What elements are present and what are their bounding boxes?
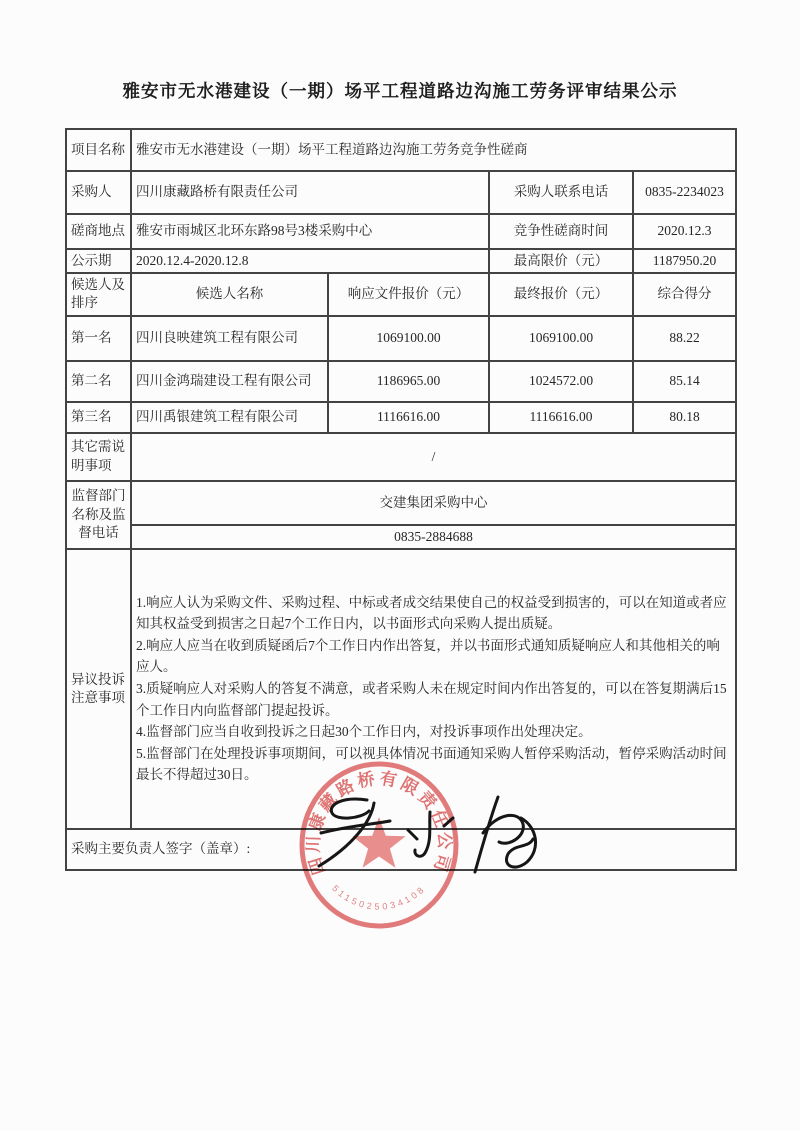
supervision-phone-row xyxy=(66,525,736,549)
svg-text:5115025034108 xyxy=(330,883,428,912)
final-bid-cell: 1069100.00 xyxy=(489,316,633,361)
rank-cell: 第一名 xyxy=(66,316,131,361)
table-row xyxy=(66,171,736,214)
max-price-value: 1187950.20 xyxy=(633,249,736,273)
bid-cell: 1116616.00 xyxy=(328,402,489,433)
negotiation-time-label: 竞争性磋商时间 xyxy=(489,214,633,249)
negotiation-time-value: 2020.12.3 xyxy=(633,214,736,249)
candidate-row-3 xyxy=(66,402,736,433)
candidate-name-cell: 四川金鸿瑞建设工程有限公司 xyxy=(131,361,328,402)
table-row xyxy=(66,214,736,249)
rank-cell: 第三名 xyxy=(66,402,131,433)
col-header-score: 综合得分 xyxy=(633,273,736,315)
appeal-item-2: 2.响应人应当在收到质疑函后7个工作日内作出答复，并以书面形式通知质疑响应人和其他相关的响应人。 xyxy=(136,637,720,675)
signature-label: 采购主要负责人签字（盖章）: xyxy=(66,829,736,870)
candidate-row-2 xyxy=(66,361,736,402)
final-bid-cell: 1024572.00 xyxy=(489,361,633,402)
appeal-label: 异议投诉注意事项 xyxy=(66,549,131,829)
candidate-row-1 xyxy=(66,316,736,361)
col-header-rank: 候选人及排序 xyxy=(66,273,131,315)
appeal-item-4: 4.监督部门应当自收到投诉之日起30个工作日内，对投诉事项作出处理决定。 xyxy=(136,724,592,740)
handwritten-signature xyxy=(312,792,552,884)
col-header-final: 最终报价（元） xyxy=(489,273,633,315)
page-title: 雅安市无水港建设（一期）场平工程道路边沟施工劳务评审结果公示 xyxy=(122,81,678,101)
other-notes-value: / xyxy=(131,433,736,481)
candidate-name-cell: 四川良映建筑工程有限公司 xyxy=(131,316,328,361)
score-cell: 85.14 xyxy=(633,361,736,402)
other-notes-row xyxy=(66,433,736,481)
appeal-item-3: 3.质疑响应人对采购人的答复不满意，或者采购人未在规定时间内作出答复的，可以在答复期满后15个工作日内向监督部门提起投诉。 xyxy=(136,681,727,718)
table-row xyxy=(66,249,736,273)
purchaser-value: 四川康藏路桥有限责任公司 xyxy=(131,171,489,214)
col-header-name: 候选人名称 xyxy=(131,273,328,315)
supervision-phone: 0835-2884688 xyxy=(131,525,736,549)
supervision-label: 监督部门名称及监督电话 xyxy=(66,481,131,549)
purchaser-phone-label: 采购人联系电话 xyxy=(489,171,633,214)
candidates-header-row xyxy=(66,273,736,315)
appeal-item-5: 5.监督部门在处理投诉事项期间，可以视具体情况书面通知采购人暂停采购活动，暂停采购活动时间最长不得超过30日。 xyxy=(136,745,727,783)
appeal-item-1: 1.响应人认为采购文件、采购过程、中标或者成交结果使自己的权益受到损害的，可以在知道或者应知其权益受到损害之日起7个工作日内，以书面形式向采购人提出质疑。 xyxy=(136,594,727,632)
other-notes-label: 其它需说明事项 xyxy=(66,433,131,481)
project-name-value: 雅安市无水港建设（一期）场平工程道路边沟施工劳务竞争性磋商 xyxy=(131,129,736,171)
project-name-label: 项目名称 xyxy=(66,129,131,171)
candidate-name-cell: 四川禹银建筑工程有限公司 xyxy=(131,402,328,433)
rank-cell: 第二名 xyxy=(66,361,131,402)
final-bid-cell: 1116616.00 xyxy=(489,402,633,433)
score-cell: 88.22 xyxy=(633,316,736,361)
publicity-period-value: 2020.12.4-2020.12.8 xyxy=(131,249,489,273)
supervision-department: 交建集团采购中心 xyxy=(131,481,736,525)
venue-value: 雅安市雨城区北环东路98号3楼采购中心 xyxy=(131,214,489,249)
table-row xyxy=(66,129,736,171)
bid-cell: 1186965.00 xyxy=(328,361,489,402)
bid-cell: 1069100.00 xyxy=(328,316,489,361)
purchaser-label: 采购人 xyxy=(66,171,131,214)
score-cell: 80.18 xyxy=(633,402,736,433)
supervision-row xyxy=(66,481,736,525)
col-header-bid: 响应文件报价（元） xyxy=(328,273,489,315)
seal-company-text: 四川康藏路桥有限责任公司 xyxy=(303,768,455,878)
publicity-period-label: 公示期 xyxy=(66,249,131,273)
seal-number-text: 5115025034108 xyxy=(330,883,428,912)
venue-label: 磋商地点 xyxy=(66,214,131,249)
purchaser-phone-value: 0835-2234023 xyxy=(633,171,736,214)
max-price-label: 最高限价（元） xyxy=(489,249,633,273)
